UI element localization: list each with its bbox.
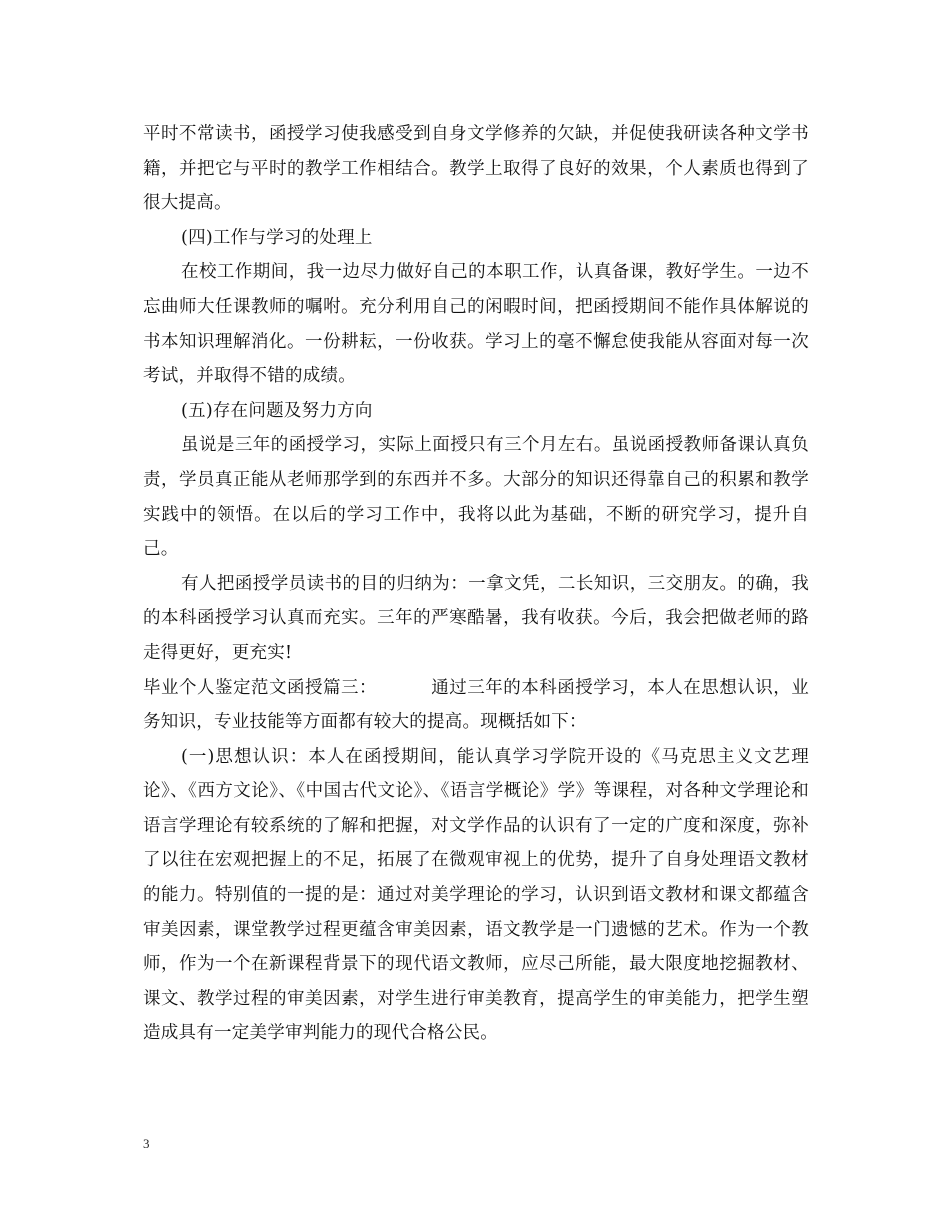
paragraph-work-study: 在校工作期间，我一边尽力做好自己的本职工作，认真备课，教好学生。一边不忘曲师大任课教师的嘱咐。充分利用自己的闲暇时间，把函授期间不能作具体解说的书本知识理解消化。一份耕耘，一份收获。学习上的毫不懈怠使我能从容面对每一次考试，并取得不错的成绩。 xyxy=(143,262,809,387)
section-title: 毕业个人鉴定范文函授篇三： xyxy=(143,677,377,698)
subheading-problems: (五)存在问题及努力方向 xyxy=(181,400,373,421)
paragraph-continued: 平时不常读书，函授学习使我感受到自身文学修养的欠缺，并促使我研读各种文学书籍，并把它与平时的教学工作相结合。教学上取得了良好的效果，个人素质也得到了很大提高。 xyxy=(143,124,809,214)
paragraph-ideological-understanding: (一)思想认识：本人在函授期间，能认真学习学院开设的《马克思主义文艺理论》、《西方文论》、《中国古代文论》、《语言学概论》学》等课程，对各种文学理论和语言学理论有较系统的了解和把握，对文学作品的认识有了一定的广度和深度，弥补了以往在宏观把握上的不足，拓展了在微观审视上的优势，提升了自身处理语文教材的能力。特别值的一提的是：通过对美学理论的学习，认识到语文教材和课文都蕴含审美因素，课堂教学过程更蕴含审美因素，语文教学是一门遗憾的艺术。作为一个教师，作为一个在新课程背景下的现代语文教师，应尽己所能，最大限度地挖掘教材、课文、教学过程的审美因素，对学生进行审美教育，提高学生的审美能力，把学生塑造成具有一定美学审判能力的现代合格公民。 xyxy=(143,746,809,1044)
document-body xyxy=(143,117,809,1051)
section-intro-paragraph xyxy=(143,671,809,740)
paragraph-problems: 虽说是三年的函授学习，实际上面授只有三个月左右。虽说函授教师备课认真负责，学员真正能从老师那学到的东西并不多。大部分的知识还得靠自己的积累和教学实践中的领悟。在以后的学习工作中，我将以此为基础，不断的研究学习，提升自己。 xyxy=(143,435,809,560)
paragraph-conclusion: 有人把函授学员读书的目的归纳为：一拿文凭，二长知识，三交朋友。的确，我的本科函授学习认真而充实。三年的严寒酷暑，我有收获。今后，我会把做老师的路走得更好，更充实! xyxy=(143,573,809,663)
section-intro-text: 通过三年的本科函授学习，本人在思想认识，业务知识，专业技能等方面都有较大的提高。现概括如下： xyxy=(143,677,809,733)
subheading-work-study: (四)工作与学习的处理上 xyxy=(181,227,373,248)
page-number: 3 xyxy=(143,1136,150,1151)
